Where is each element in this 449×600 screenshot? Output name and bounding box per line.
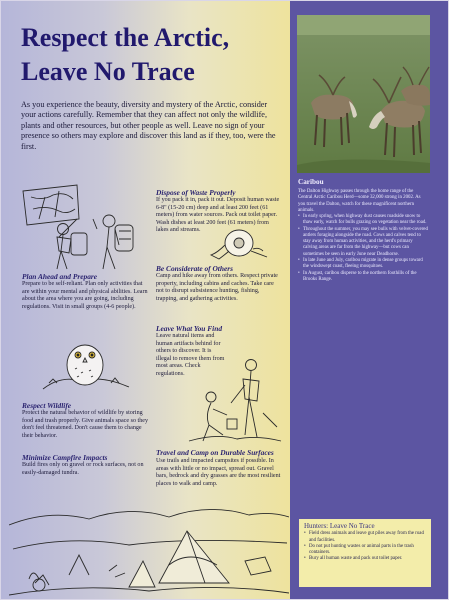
considerate-title: Be Considerate of Others [156,264,233,273]
hikers-with-map-illustration [19,179,147,271]
hunters-list-item: • Field dress animals and leave gut piles away from the road and facilities. [304,531,426,544]
caribou-list [298,214,428,283]
caribou-list-item: • In early spring, when highway dust causes roadside snow to thaw early, watch for bulls grazing on vegetation near the road. [298,214,428,227]
caribou-list-item: • In late June and July, caribou migrate in dense groups toward the windswept coast, fleeing mosquitoes. [298,258,428,271]
respect-wildlife-title: Respect Wildlife [22,401,72,410]
page-title [21,21,283,89]
respect-wildlife-body: Protect the natural behavior of wildlife by storing food and trash properly. Give animals space so they don't feel threatened. Don't cause them to change their behavior. [22,410,149,439]
caribou-list-item: • In August, caribou disperse to the northern foothills of the Brooks Range. [298,271,428,284]
campsite-landscape-illustration [9,491,289,600]
considerate-body: Camp and hike away from others. Respect private property, including cabins and caches. Take care not to disrupt subsistence hunting, fishing, trapping, and gathering activities. [156,273,278,302]
title-line-1: Respect the Arctic, [21,23,230,52]
dispose-waste-title: Dispose of Waste Properly [156,188,236,197]
campfire-body: Build fires only on gravel or rock surfaces, not on easily-damaged tundra. [22,462,144,476]
caribou-list-item: • Throughout the summer, you may see bulls with velvet-covered antlers foraging alongside the road. Cows and calves tend to stay away from human activities, and the herd's primary calving areas are far from the highway—but cows can sometimes be seen in early June near Deadhorse. [298,227,428,258]
caribou-intro: The Dalton Highway passes through the home range of the Central Arctic Caribou Herd—some 32,000 strong in 2002. As you travel the Dalton, watch for these magnificent northern animals. [298,189,421,213]
title-line-2: Leave No Trace [21,57,195,86]
leave-what-you-find-title: Leave What You Find [156,324,223,333]
campfire-title: Minimize Campfire Impacts [22,453,108,462]
snowy-owl-illustration [41,331,131,391]
hunters-list-item: • Do not put hunting wastes or animal parts in the trash containers. [304,544,426,557]
intro-paragraph: As you experience the beauty, diversity and mystery of the Arctic, consider your actions carefully. Remember that they can affect not only the wildlife, plants and other resources, but other people as well. Leave no sign of your presence so others may explore and discover this land as if they, too, were the first. [21,100,276,151]
plan-ahead-title: Plan Ahead and Prepare [22,272,98,281]
plan-ahead-body: Prepare to be self-reliant. Plan only activities that are within your mental and physical abilities. Learn about the area where you are going, including regulations. Visit in small groups (4-6 people). [22,281,148,310]
caribou-photo [297,15,430,173]
hunters-list [304,531,426,562]
people-examining-artifacts-illustration [187,353,283,445]
dispose-waste-body: If you pack it in, pack it out. Deposit human waste 6-8" (15-20 cm) deep and at least 200 feet (61 meters) from water sources. Pack out toilet paper. Wash dishes at least 200 feet (61 meters) from lakes and streams. [156,197,280,234]
hunters-list-item: • Bury all human waste and pack out toilet paper. [304,556,426,562]
durable-surfaces-title: Travel and Camp on Durable Surfaces [156,448,274,457]
caribou-title: Caribou [298,178,324,186]
durable-surfaces-body: Use trails and impacted campsites if possible. In areas with little or no impact, spread out. Gravel bars, bedrock and dry grasses are the most resilient places to walk and camp. [156,458,281,487]
leave-what-you-find-body: Leave natural items and human artifacts behind for others to discover. It is illegal to remove them from most areas. Check regulations. [156,333,225,377]
hunters-title: Hunters: Leave No Trace [304,522,375,530]
hunters-box [299,519,431,587]
toilet-paper-illustration [209,227,269,261]
